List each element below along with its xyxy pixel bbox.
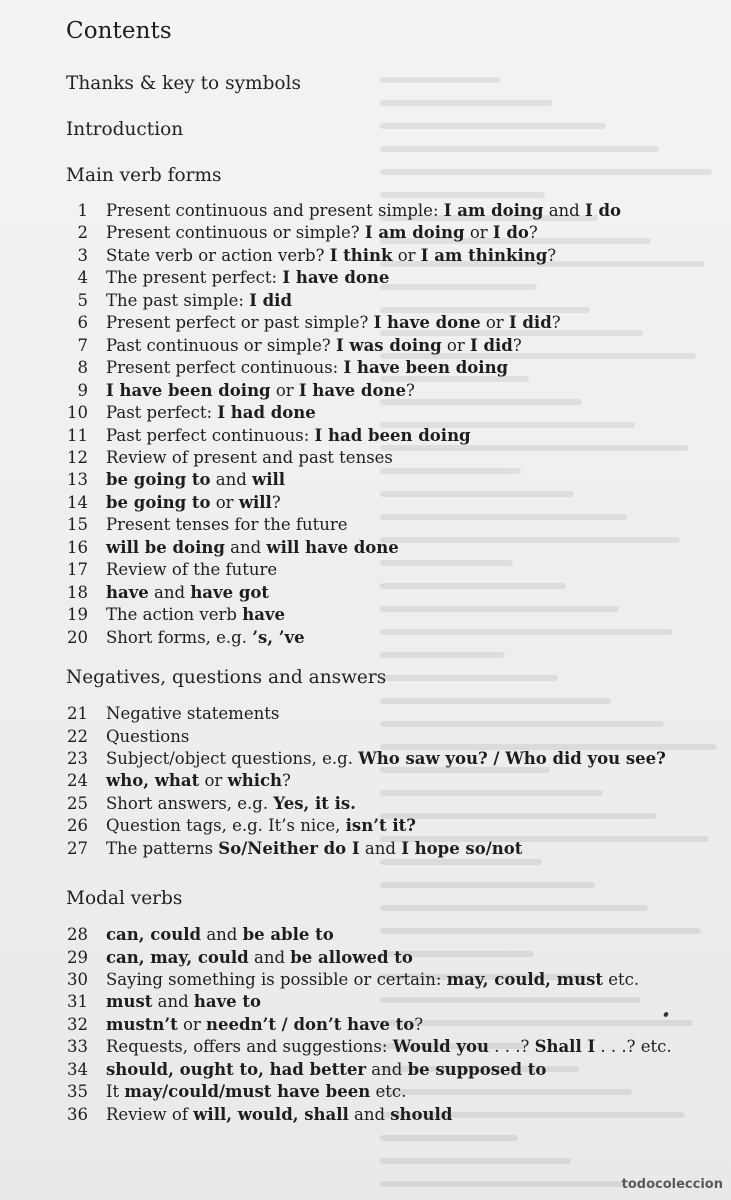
entry-title	[106, 770, 291, 792]
entry-text: or	[177, 1014, 207, 1034]
entry-number: 21	[67, 704, 88, 723]
entry-keyword: may/could/must have been	[124, 1082, 371, 1102]
entry-title	[106, 838, 522, 860]
entry-number: 16	[67, 537, 88, 557]
entry-number: 32	[67, 1014, 88, 1034]
entry-title	[106, 312, 561, 334]
entry-text: ?	[282, 771, 291, 791]
entry-keyword: can, could	[106, 925, 202, 944]
entry-text: . . .?	[489, 1037, 535, 1057]
entry-number: 24	[67, 771, 88, 791]
entry-keyword: I am doing	[443, 201, 544, 220]
entry-text: or	[392, 245, 421, 265]
ghost-line	[380, 698, 611, 704]
entry-title	[106, 793, 356, 815]
ghost-line	[380, 652, 505, 658]
entry-keyword: will	[252, 470, 286, 490]
entry-number: 27	[67, 838, 88, 858]
entry-title	[106, 357, 508, 379]
entry-text: Requests, offers and suggestions:	[106, 1037, 393, 1057]
entry-number: 33	[67, 1037, 88, 1057]
ghost-line	[380, 169, 712, 175]
watermark-logo	[622, 1177, 723, 1192]
entry-keyword: must	[106, 992, 153, 1012]
entry-text: Past perfect:	[106, 403, 218, 422]
entry-title	[106, 222, 538, 244]
entry-keyword: I have done	[282, 268, 390, 288]
entry-text: . . .? etc.	[595, 1037, 672, 1057]
entry-title	[106, 537, 399, 559]
entry-keyword: Yes, it is.	[273, 793, 356, 813]
entry-text: Past continuous or simple?	[106, 335, 336, 355]
entry-keyword: ’s, ’ve	[252, 627, 305, 647]
entry-keyword: have got	[190, 582, 269, 602]
entry-keyword: I am thinking	[420, 245, 548, 265]
ghost-line	[380, 284, 537, 290]
ghost-line	[380, 100, 553, 106]
ghost-line	[380, 606, 619, 612]
entry-keyword: needn’t / don’t have to	[206, 1014, 415, 1034]
ghost-line	[380, 77, 500, 83]
entry-keyword: be going to	[106, 492, 211, 512]
entry-keyword: should	[390, 1104, 453, 1124]
entry-number: 18	[67, 582, 88, 602]
entry-number: 13	[67, 470, 88, 490]
entry-number: 6	[77, 313, 88, 333]
entry-keyword: So/Neither do I	[218, 838, 360, 858]
entry-text: and	[224, 537, 267, 557]
entry-title	[106, 402, 316, 424]
entry-text: and	[248, 947, 291, 967]
entry-title	[106, 290, 292, 312]
ghost-line	[380, 1135, 518, 1141]
entry-text: Review of present and past tenses	[106, 447, 393, 467]
ink-mark	[663, 1011, 669, 1017]
entry-text: Present continuous and present simple:	[106, 201, 444, 220]
entry-title	[106, 703, 279, 725]
entry-number: 14	[67, 492, 88, 512]
ghost-line	[380, 537, 680, 543]
ghost-line	[380, 123, 606, 129]
ghost-line	[380, 491, 574, 497]
entry-text: and	[201, 925, 243, 944]
entry-keyword: will have done	[266, 537, 399, 557]
entry-title	[106, 335, 522, 357]
entry-text: ?	[512, 335, 522, 355]
entry-text: Short answers, e.g.	[106, 793, 274, 813]
ghost-line	[380, 1089, 632, 1095]
entry-text: Subject/object questions, e.g.	[106, 748, 359, 768]
entry-text: The patterns	[106, 838, 219, 858]
entry-keyword: I did	[470, 335, 513, 355]
section-thanks: Thanks & key to symbols	[66, 73, 301, 94]
ghost-line	[380, 514, 627, 520]
entry-text: and	[210, 470, 253, 490]
ghost-line	[380, 192, 545, 198]
entry-number: 2	[77, 223, 88, 243]
entry-title	[106, 1059, 546, 1081]
entry-text: or	[480, 313, 509, 333]
entry-text: ?	[405, 380, 415, 400]
ghost-line	[380, 1181, 624, 1187]
section-negatives-questions-answers: Negatives, questions and answers	[66, 667, 387, 688]
entry-text: Saying something is possible or certain:	[106, 969, 447, 989]
entry-keyword: Shall I	[534, 1037, 596, 1057]
entry-keyword: I did	[508, 313, 552, 333]
entry-title	[106, 748, 666, 770]
entry-text: ?	[551, 313, 561, 333]
entry-title	[106, 1014, 423, 1036]
entry-number: 23	[67, 748, 88, 768]
entry-number: 36	[67, 1104, 88, 1124]
entry-text: or	[270, 380, 299, 400]
ghost-line	[380, 560, 513, 566]
entry-number: 30	[67, 969, 88, 989]
entry-keyword: I did	[249, 290, 292, 310]
entry-title	[106, 492, 281, 514]
entry-number: 22	[67, 726, 88, 746]
entry-text: Present perfect continuous:	[106, 358, 344, 378]
section-introduction: Introduction	[66, 119, 184, 140]
entry-text: and	[148, 582, 191, 602]
entry-keyword: be going to	[106, 470, 211, 490]
entry-keyword: Would you	[392, 1037, 490, 1057]
entry-keyword: have	[242, 605, 285, 625]
entry-number: 3	[77, 245, 88, 265]
watermark-text: todocoleccion	[621, 1177, 723, 1192]
entry-text: or	[199, 771, 228, 791]
entry-number: 7	[77, 335, 88, 355]
entry-title	[106, 924, 334, 946]
entry-keyword: mustn’t	[106, 1014, 178, 1034]
entry-keyword: isn’t it?	[345, 816, 416, 836]
entry-text: Questions	[106, 726, 190, 746]
entry-keyword: I was doing	[335, 335, 442, 355]
ghost-line	[380, 813, 656, 819]
entry-text: and	[366, 1059, 408, 1079]
entry-title	[106, 425, 471, 447]
ghost-line	[380, 905, 648, 911]
entry-text: and	[348, 1104, 391, 1124]
ghost-line	[380, 629, 672, 635]
ghost-line	[380, 468, 521, 474]
entry-text: and	[152, 992, 194, 1012]
entry-text: ?	[271, 492, 281, 512]
entry-title	[106, 726, 189, 748]
entry-number: 34	[67, 1059, 88, 1079]
entry-number: 11	[67, 425, 88, 445]
entry-text: Present tenses for the future	[106, 515, 348, 535]
entry-text: Present continuous or simple?	[106, 223, 365, 243]
entry-keyword: will be doing	[106, 537, 225, 557]
entry-text: etc.	[370, 1082, 407, 1102]
ghost-line	[380, 997, 640, 1003]
entry-number: 35	[67, 1082, 88, 1102]
entry-number: 28	[67, 925, 88, 944]
entry-keyword: Who saw you? / Who did you see?	[358, 748, 666, 768]
entry-text: Short forms, e.g.	[106, 627, 253, 647]
ghost-line	[380, 1158, 571, 1164]
entry-number: 15	[67, 515, 88, 535]
entry-title	[106, 469, 285, 491]
entry-text: The present perfect:	[106, 268, 283, 288]
entry-text: and	[359, 838, 402, 858]
entry-keyword: have to	[193, 992, 262, 1012]
entry-number: 12	[67, 447, 88, 467]
entry-text: and	[543, 201, 585, 220]
entry-title	[106, 200, 621, 222]
entry-title	[106, 267, 389, 289]
entry-number: 17	[67, 560, 88, 580]
entry-number: 8	[77, 358, 88, 378]
entry-keyword: may, could, must	[446, 969, 603, 989]
entry-number: 20	[67, 627, 88, 647]
entry-title	[106, 245, 556, 267]
entry-text: The past simple:	[106, 290, 250, 310]
entry-text: ?	[528, 223, 538, 243]
ghost-line	[380, 1020, 693, 1026]
ghost-line	[380, 675, 558, 681]
entry-title	[106, 1104, 452, 1126]
entry-keyword: I have been doing	[343, 358, 509, 378]
entry-text: etc.	[603, 969, 640, 989]
ghost-line	[380, 146, 659, 152]
entry-number: 31	[67, 992, 88, 1012]
entry-keyword: which	[227, 771, 283, 791]
entry-number: 10	[67, 403, 88, 422]
entry-text: Review of the future	[106, 560, 278, 580]
entry-keyword: I hope so/not	[401, 838, 523, 858]
entry-keyword: will, would, shall	[193, 1104, 349, 1124]
entry-text: Past perfect continuous:	[106, 425, 315, 445]
entry-number: 29	[67, 947, 88, 967]
entry-text: The action verb	[106, 605, 243, 625]
ghost-line	[380, 859, 542, 865]
entry-text: State verb or action verb?	[106, 245, 330, 265]
entry-text: or	[210, 492, 239, 512]
ghost-line	[380, 928, 701, 934]
entry-text: or	[441, 335, 470, 355]
entry-text: ?	[547, 245, 557, 265]
entry-keyword: I do	[492, 223, 529, 243]
entry-title	[106, 969, 639, 991]
entry-title	[106, 1036, 672, 1058]
entry-title	[106, 947, 413, 969]
ghost-line	[380, 721, 664, 727]
entry-title	[106, 447, 393, 469]
entry-number: 5	[77, 290, 88, 310]
page-title: Contents	[66, 18, 172, 44]
entry-text: Review of	[106, 1104, 194, 1124]
entry-text: It	[106, 1082, 125, 1102]
entry-text: ?	[414, 1014, 424, 1034]
entry-number: 9	[77, 380, 88, 400]
section-main-verb-forms: Main verb forms	[66, 165, 222, 186]
entry-number: 26	[67, 816, 88, 836]
entry-keyword: be able to	[242, 925, 334, 944]
entry-title	[106, 815, 416, 837]
entry-text: Present perfect or past simple?	[106, 313, 374, 333]
entry-title	[106, 380, 415, 402]
entry-number: 4	[77, 268, 88, 288]
entry-keyword: have	[106, 582, 149, 602]
entry-title	[106, 559, 277, 581]
ghost-line	[380, 790, 603, 796]
entry-keyword: I think	[329, 245, 393, 265]
entry-keyword: be supposed to	[407, 1059, 547, 1079]
entry-keyword: I had been doing	[314, 425, 471, 445]
entry-text: Question tags, e.g. It’s nice,	[106, 816, 346, 836]
entry-keyword: I do	[584, 201, 621, 220]
ghost-line	[380, 583, 566, 589]
entry-title	[106, 627, 305, 649]
entry-keyword: I have been doing	[106, 380, 271, 400]
entry-keyword: I have done	[298, 380, 406, 400]
entry-keyword: will	[238, 492, 272, 512]
entry-text: Negative statements	[106, 704, 280, 723]
entry-title	[106, 991, 261, 1013]
section-modal-verbs: Modal verbs	[66, 888, 183, 909]
entry-number: 1	[77, 201, 88, 220]
ghost-line	[380, 882, 595, 888]
entry-title	[106, 1081, 406, 1103]
entry-keyword: I am doing	[364, 223, 465, 243]
entry-title	[106, 582, 269, 604]
entry-keyword: who, what	[106, 771, 200, 791]
entry-title	[106, 604, 285, 626]
entry-number: 19	[67, 605, 88, 625]
entry-number: 25	[67, 793, 88, 813]
entry-title	[106, 514, 348, 536]
entry-text: or	[464, 223, 493, 243]
entry-keyword: I have done	[373, 313, 481, 333]
entry-keyword: should, ought to, had better	[106, 1059, 367, 1079]
entry-keyword: I had done	[217, 403, 316, 422]
entry-keyword: be allowed to	[290, 947, 413, 967]
entry-keyword: can, may, could	[106, 947, 249, 967]
